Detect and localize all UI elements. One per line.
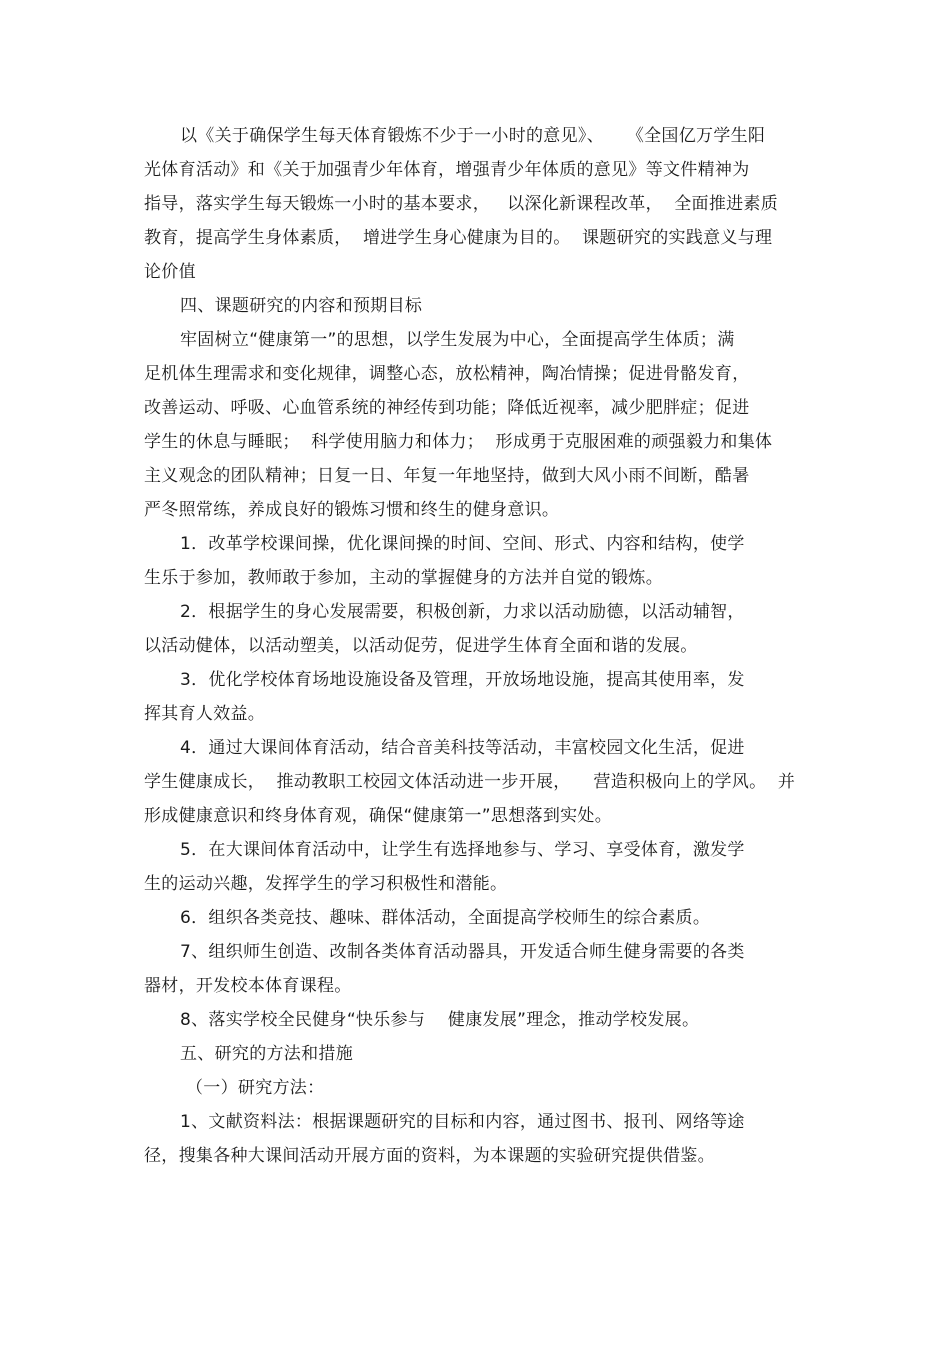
list-item-line: 生的运动兴趣，发挥学生的学习积极性和潜能。 [144, 874, 508, 894]
list-item-line: 1、文献资料法：根据课题研究的目标和内容，通过图书、报刊、网络等途 [180, 1112, 745, 1132]
paragraph-line: 学生的休息与睡眠； 科学使用脑力和体力； 形成勇于克服困难的顽强毅力和集体 [144, 432, 773, 452]
paragraph-line: 足机体生理需求和变化规律，调整心态，放松精神，陶冶情操；促进骨骼发育， [144, 364, 750, 384]
paragraph-line: 教育，提高学生身体素质， 增进学生身心健康为目的。 课题研究的实践意义与理 [144, 228, 773, 248]
paragraph-line: 改善运动、呼吸、心血管系统的神经传到功能；降低近视率，减少肥胖症；促进 [144, 398, 750, 418]
list-item-line: 2．根据学生的身心发展需要，积极创新，力求以活动励德，以活动辅智， [180, 602, 745, 622]
list-item-line: 以活动健体，以活动塑美，以活动促劳，促进学生体育全面和谐的发展。 [144, 636, 698, 656]
paragraph-line: 指导，落实学生每天锻炼一小时的基本要求， 以深化新课程改革， 全面推进素质 [144, 194, 779, 214]
list-item-line: 4．通过大课间体育活动，结合音美科技等活动，丰富校园文化生活，促进 [180, 738, 745, 758]
list-item-line: 器材，开发校本体育课程。 [144, 976, 352, 996]
list-item-line: 1．改革学校课间操，优化课间操的时间、空间、形式、内容和结构，使学 [180, 534, 745, 554]
list-item-line: 挥其育人效益。 [144, 704, 266, 724]
list-item-line: 3．优化学校体育场地设施设备及管理，开放场地设施，提高其使用率，发 [180, 670, 745, 690]
list-item-line: 6．组织各类竞技、趣味、群体活动，全面提高学校师生的综合素质。 [180, 908, 711, 928]
list-item-line: 5．在大课间体育活动中，让学生有选择地参与、学习、享受体育，激发学 [180, 840, 745, 860]
paragraph-line: 主义观念的团队精神；日复一日、年复一年地坚持，做到大风小雨不间断，酷暑 [144, 466, 750, 486]
section-heading: 五、研究的方法和措施 [180, 1044, 353, 1064]
paragraph-line: 以《关于确保学生每天体育锻炼不少于一小时的意见》、 《全国亿万学生阳 [180, 126, 766, 146]
paragraph-line: 牢固树立“健康第一”的思想，以学生发展为中心，全面提高学生体质；满 [180, 330, 735, 350]
paragraph-line: 严冬照常练，养成良好的锻炼习惯和终生的健身意识。 [144, 500, 560, 520]
paragraph-line: 论价值 [144, 262, 196, 282]
subsection-heading: （一）研究方法： [186, 1078, 325, 1098]
list-item-line: 形成健康意识和终身体育观，确保“健康第一”思想落到实处。 [144, 806, 613, 826]
paragraph-line: 光体育活动》和《关于加强青少年体育，增强青少年体质的意见》等文件精神为 [144, 160, 750, 180]
list-item-line: 径，搜集各种大课间活动开展方面的资料，为本课题的实验研究提供借鉴。 [144, 1146, 715, 1166]
list-item-line: 学生健康成长， 推动教职工校园文体活动进一步开展， 营造积极向上的学风。 并 [144, 772, 796, 792]
section-heading: 四、课题研究的内容和预期目标 [180, 296, 423, 316]
list-item-line: 7、组织师生创造、改制各类体育活动器具，开发适合师生健身需要的各类 [180, 942, 745, 962]
list-item-line: 生乐于参加，教师敢于参加，主动的掌握健身的方法并自觉的锻炼。 [144, 568, 663, 588]
list-item-line: 8、落实学校全民健身“快乐参与 健康发展”理念，推动学校发展。 [180, 1010, 700, 1030]
